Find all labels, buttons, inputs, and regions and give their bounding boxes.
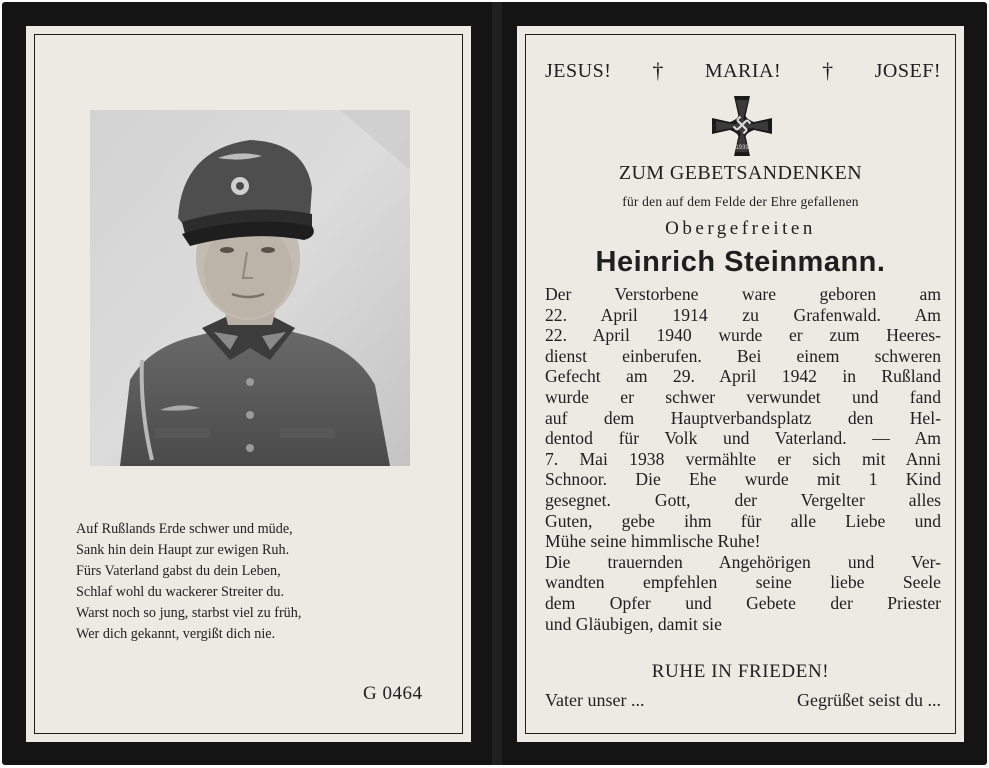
bio-line: gesegnet. Gott, der Vergelter alles [545,489,941,510]
bio-line: Guten, gebe ihm für alle Liebe und [545,510,941,531]
biography-text [545,284,941,634]
memorial-heading: ZUM GEBETSANDENKEN [618,162,863,184]
right-panel [517,26,964,742]
card-fold [492,2,502,765]
invocation-maria: MARIA! [704,59,782,82]
bio-line: dem Opfer und Gebete der Priester [545,592,941,613]
bio-line: wandten empfehlen seine liebe Seele [545,572,941,593]
bio-line: Mühe seine himmlische Ruhe! [545,531,761,552]
bio-line: auf dem Hauptverbandsplatz den Hel- [545,407,941,428]
poem-line: Schlaf wohl du wackerer Streiter du. [76,584,285,600]
prayer-line [545,690,941,711]
invocation-josef: JOSEF! [874,59,941,82]
bio-line: Gefecht am 29. April 1942 in Rußland [545,366,941,387]
left-panel [26,26,471,742]
card-code: G 0464 [363,683,423,704]
poem-line: Fürs Vaterland gabst du dein Leben, [76,563,281,579]
rest-in-peace: RUHE IN FRIEDEN! [651,661,830,682]
prayer-our-father: Vater unser ... [545,690,645,710]
prayer-hail-mary: Gegrüßet seist du ... [797,690,941,710]
bio-line: wurde er schwer verwundet und fand [545,386,941,407]
bio-line: und Gläubigen, damit sie [545,613,722,634]
bio-line: 22. April 1914 zu Grafenwald. Am [545,304,941,325]
invocation-jesus: JESUS! [545,59,612,82]
bio-line: Schnoor. Die Ehe wurde mit 1 Kind [545,469,941,490]
cross-year: 1939 [735,145,749,151]
invocation-line [545,58,941,84]
poem-line: Warst noch so jung, starbst viel zu früh, [76,605,302,621]
memorial-subline: für den auf dem Felde der Ehre gefallenen [622,194,859,209]
bio-line: 7. Mai 1938 vermählte er sich mit Anni [545,448,941,469]
soldier-name: Heinrich Steinmann. [595,246,886,278]
poem-line: Wer dich gekannt, vergißt dich nie. [76,626,276,642]
bio-line: 22. April 1940 wurde er zum Heeres- [545,325,941,346]
bio-line: Der Verstorbene ware geboren am [545,284,941,304]
iron-cross-icon [710,94,774,158]
poem-line: Auf Rußlands Erde schwer und müde, [76,521,293,537]
dagger-cross-icon: † [822,58,834,83]
memorial-poem [76,519,436,645]
soldier-rank: Obergefreiten [665,218,816,239]
soldier-portrait-photo [90,110,410,466]
dagger-cross-icon: † [652,58,664,83]
bio-line: dentod für Volk und Vaterland. — Am [545,428,941,449]
poem-line: Sank hin dein Haupt zur ewigen Ruh. [76,542,290,558]
bio-line: Die trauernden Angehörigen und Ver- [545,551,941,572]
bio-line: dienst einberufen. Bei einem schweren [545,345,941,366]
